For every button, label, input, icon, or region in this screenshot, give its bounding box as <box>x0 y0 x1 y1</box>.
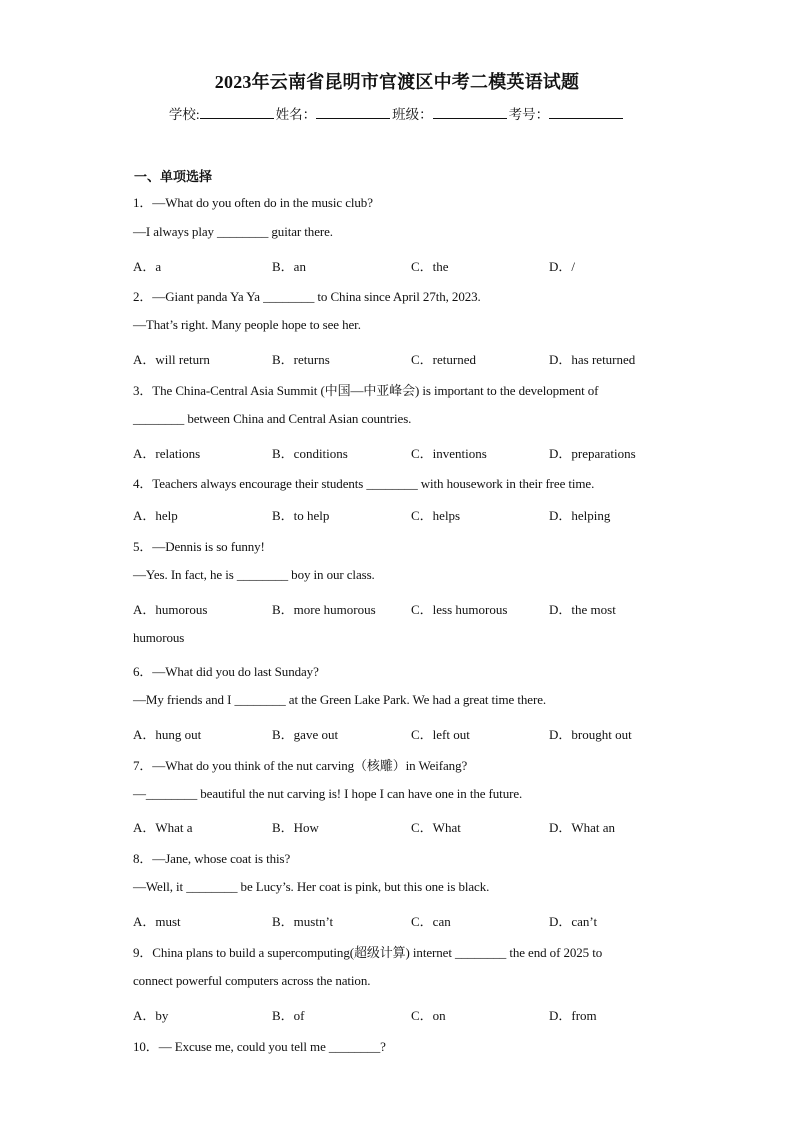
question-1-line-2: —I always play ________ guitar there. <box>133 224 333 239</box>
question-8-line-2: —Well, it ________ be Lucy’s. Her coat is pink, but this one is black. <box>133 879 490 894</box>
question-5-stem: 5．—Dennis is so funny! <box>133 539 265 554</box>
question-2-option-c[interactable]: C．returned <box>411 352 476 367</box>
school-label: 学校: <box>168 107 200 122</box>
question-1-option-c[interactable]: C．the <box>411 259 449 274</box>
question-5-option-c[interactable]: C．less humorous <box>411 602 508 617</box>
page-title: 2023年云南省昆明市官渡区中考二模英语试题 <box>214 72 580 92</box>
question-4-option-b[interactable]: B．to help <box>272 508 330 523</box>
name-label: 姓名： <box>275 107 317 122</box>
question-2-line-2: —That’s right. Many people hope to see her. <box>133 317 361 332</box>
section-title: 一、单项选择 <box>134 169 213 184</box>
question-8-option-b[interactable]: B．mustn’t <box>272 914 334 929</box>
question-3-line-2: ________ between China and Central Asian countries. <box>133 411 412 426</box>
question-9-option-a[interactable]: A．by <box>133 1008 169 1023</box>
question-6-option-c[interactable]: C．left out <box>411 727 470 742</box>
question-6-stem: 6．—What did you do last Sunday? <box>133 664 319 679</box>
question-4-option-c[interactable]: C．helps <box>411 508 461 523</box>
question-8-option-c[interactable]: C．can <box>411 914 451 929</box>
question-5-option-a[interactable]: A．humorous <box>133 602 208 617</box>
question-5-option-d[interactable]: D．the most <box>549 602 616 617</box>
question-9-stem: 9．China plans to build a supercomputing(超级计算) internet ________ the end of 2025 to <box>133 945 603 960</box>
question-6-line-2: —My friends and I ________ at the Green Lake Park. We had a great time there. <box>133 692 547 707</box>
question-7-option-b[interactable]: B．How <box>272 820 319 835</box>
question-5-option-d-continued: humorous <box>133 630 185 645</box>
question-7-option-c[interactable]: C．What <box>411 820 461 835</box>
question-8-option-a[interactable]: A．must <box>133 914 181 929</box>
question-7-stem: 7．—What do you think of the nut carving（核雕）in Weifang? <box>133 758 468 773</box>
question-7-line-2: —________ beautiful the nut carving is! I hope I can have one in the future. <box>133 786 523 801</box>
question-9-line-2: connect powerful computers across the nation. <box>133 973 371 988</box>
school-blank[interactable] <box>200 106 274 119</box>
question-8-stem: 8．—Jane, whose coat is this? <box>133 851 291 866</box>
class-blank[interactable] <box>433 106 507 119</box>
question-3-option-a[interactable]: A．relations <box>133 446 201 461</box>
question-7-option-d[interactable]: D．What an <box>549 820 616 835</box>
number-blank[interactable] <box>549 106 623 119</box>
question-2-option-d[interactable]: D．has returned <box>549 352 636 367</box>
number-label: 考号： <box>508 107 550 122</box>
question-2-option-b[interactable]: B．returns <box>272 352 330 367</box>
question-6-option-d[interactable]: D．brought out <box>549 727 632 742</box>
question-3-stem: 3．The China-Central Asia Summit (中国—中亚峰会) is important to the development of <box>133 383 599 398</box>
question-6-option-a[interactable]: A．hung out <box>133 727 202 742</box>
question-1-option-d[interactable]: D．/ <box>549 259 576 274</box>
question-9-option-d[interactable]: D．from <box>549 1008 597 1023</box>
question-2-stem: 2．—Giant panda Ya Ya ________ to China since April 27th, 2023. <box>133 289 481 304</box>
question-4-stem: 4．Teachers always encourage their students ________ with housework in their free time. <box>133 476 595 491</box>
question-1-option-a[interactable]: A．a <box>133 259 162 274</box>
question-6-option-b[interactable]: B．gave out <box>272 727 339 742</box>
question-2-option-a[interactable]: A．will return <box>133 352 210 367</box>
question-3-option-d[interactable]: D．preparations <box>549 446 636 461</box>
question-5-line-2: —Yes. In fact, he is ________ boy in our class. <box>133 567 375 582</box>
question-10-stem: 10．— Excuse me, could you tell me ________? <box>133 1039 386 1054</box>
question-5-option-b[interactable]: B．more humorous <box>272 602 376 617</box>
question-1-stem: 1．—What do you often do in the music club? <box>133 195 373 210</box>
question-1-option-b[interactable]: B．an <box>272 259 306 274</box>
question-7-option-a[interactable]: A．What a <box>133 820 193 835</box>
question-4-option-d[interactable]: D．helping <box>549 508 611 523</box>
question-9-option-b[interactable]: B．of <box>272 1008 305 1023</box>
question-8-option-d[interactable]: D．can’t <box>549 914 598 929</box>
question-3-option-b[interactable]: B．conditions <box>272 446 348 461</box>
question-4-option-a[interactable]: A．help <box>133 508 178 523</box>
class-label: 班级： <box>392 107 433 122</box>
name-blank[interactable] <box>316 106 390 119</box>
student-info-row <box>0 103 794 123</box>
question-9-option-c[interactable]: C．on <box>411 1008 446 1023</box>
question-3-option-c[interactable]: C．inventions <box>411 446 487 461</box>
